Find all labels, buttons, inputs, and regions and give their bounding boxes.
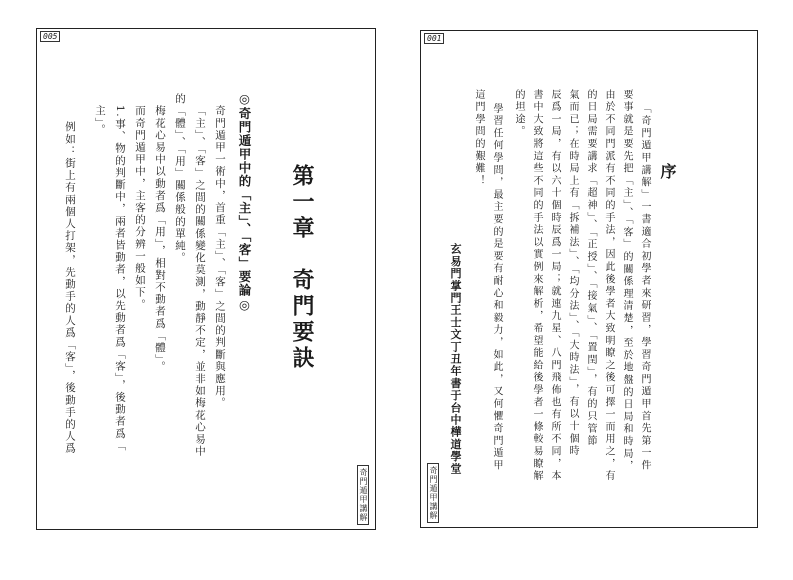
preface-column-6: 辰爲一局，有以六十個時辰爲一局；就連九星、八門飛佈也有所不同，本: [549, 89, 560, 483]
author-signature: 玄易門掌門王士文丁丑年書于台中樺道學堂: [449, 243, 462, 475]
body-column-3: 的「體」、「用」關係般的單純。: [174, 93, 186, 264]
preface-column-8: 的坦途。: [513, 89, 524, 139]
preface-column-1: 「奇門遁甲講解」一書適合初學者來研習，學習奇門遁甲首先第一件: [639, 103, 650, 472]
preface-column-7: 書中大致將這些不同的手法以實例來解析，希望能給後學者一條較易瞭解: [531, 89, 542, 483]
body-column-4: 梅花心易中以動者爲「用」，相對不動者爲「體」。: [154, 105, 166, 373]
book-tab-label: 奇門遁甲講解: [357, 465, 369, 525]
body-column-6: 1.事、物的判斷中，兩者皆動者，以先動者爲「客」，後動者爲「: [114, 105, 126, 452]
preface-column-3: 由於不同門派有不同的手法，因此後學者大致明瞭之後可擇一而用之，有: [603, 89, 614, 483]
preface-column-4: 的日局需要講求「超神」、「正授」、「接氣」、「置閏」，有的只管節: [585, 89, 596, 448]
preface-title: 序: [658, 163, 677, 179]
body-column-8: 例如：街上有兩個人打架，先動手的人爲「客」，後動手的人爲: [64, 121, 76, 455]
body-column-2: 「主」、「客」之間的關係變化莫測，動靜不定，並非如梅花心易中: [194, 105, 206, 458]
body-column-1: 奇門遁甲一術中，首重「主」、「客」之間的判斷與應用。: [214, 105, 226, 410]
body-column-7: 主」。: [94, 105, 106, 137]
preface-column-5: 氣而已；在時局上有「拆補法」、「均分法」、「大時法」，有以十個時: [567, 89, 578, 458]
preface-column-10: 這門學問的艱難！: [473, 89, 484, 188]
right-page: [420, 30, 758, 528]
page-number: 005: [40, 31, 60, 42]
body-column-5: 而奇門遁甲中，主客的分辨一般如下。: [134, 105, 146, 311]
preface-column-2: 要事就是要先把「主」、「客」的關係理清楚，至於地盤的日局和時局，: [621, 89, 632, 473]
preface-column-9: 學習任何學問，最主要的是要有耐心和毅力，如此，又何懼奇門遁甲: [491, 103, 502, 472]
chapter-title: 第一章 奇門要訣: [289, 164, 315, 372]
book-tab-label: 奇門遁甲講解: [427, 463, 439, 523]
left-page: [36, 28, 376, 530]
page-number: 001: [424, 33, 444, 44]
section-title: ◎奇門遁甲中的「主」、「客」要論◎: [237, 91, 252, 313]
